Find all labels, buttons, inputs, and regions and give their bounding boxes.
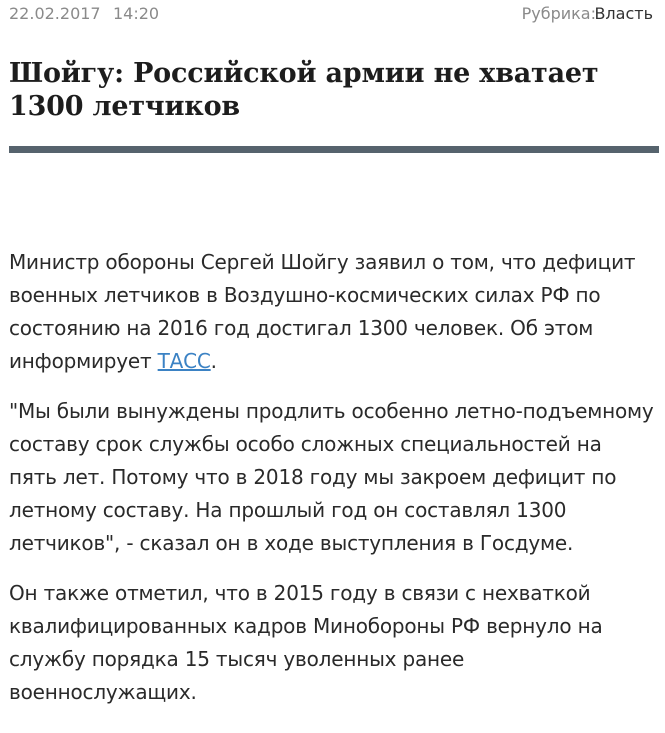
article-body — [9, 246, 655, 726]
publish-date: 22.02.2017 — [9, 4, 101, 23]
paragraph-3: Он также отметил, что в 2015 году в связи с нехваткой квалифицированных кадров Минобороны РФ вернуло на службу порядка 15 тысяч уволенных ранее военнослужащих. — [9, 581, 603, 704]
article-title: Шойгу: Российской армии не хватает 1300 летчиков — [9, 58, 599, 122]
title-divider — [9, 146, 659, 153]
rubric-label: Рубрика: — [521, 4, 596, 23]
paragraph-2: "Мы были вынуждены продлить особенно летно-подъемному составу срок службы особо сложных специальностей на пять лет. Потому что в 2018 году мы закроем дефицит по летному составу. На прошлый год он составлял 1300 летчиков", - сказал он в ходе выступления в Госдуме. — [9, 399, 654, 555]
paragraph-1 — [9, 246, 655, 378]
article-meta — [9, 4, 656, 26]
publish-time: 14:20 — [113, 4, 160, 23]
paragraph-1-text: Министр обороны Сергей Шойгу заявил о том, что дефицит военных летчиков в Воздушно-космических силах РФ по состоянию на 2016 год достигал 1300 человек. Об этом информирует — [9, 250, 636, 373]
paragraph-1-end: . — [210, 349, 217, 373]
source-link[interactable]: ТАСС — [157, 349, 211, 373]
rubric-link[interactable]: Власть — [594, 4, 653, 23]
